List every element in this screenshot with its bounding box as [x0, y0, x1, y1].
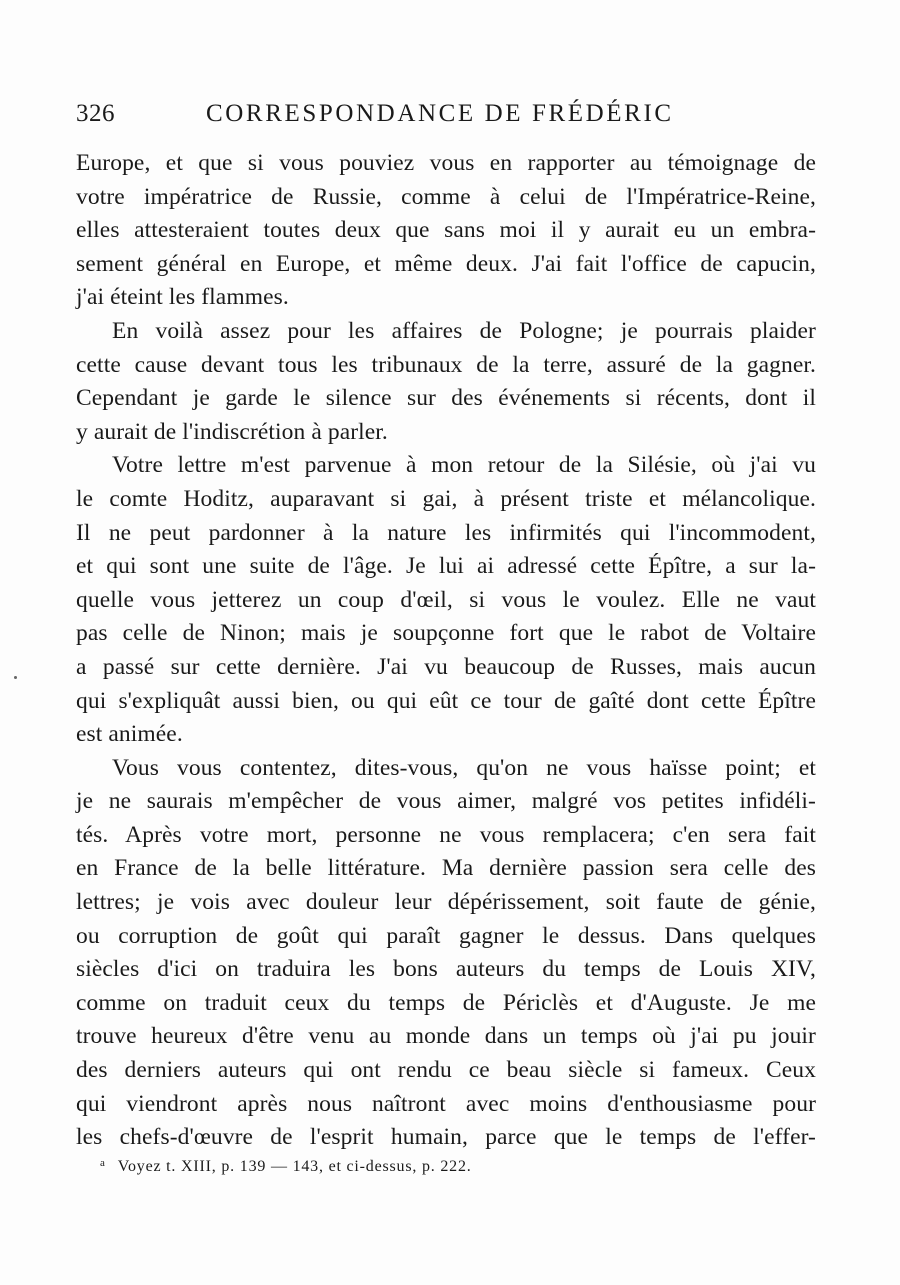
text-line: je ne saurais m'empêcher de vous aimer, malgré vos petites infidéli-	[76, 788, 816, 815]
text-line: en France de la belle littérature. Ma dernière passion sera celle des	[76, 855, 816, 882]
running-title: CORRESPONDANCE DE FRÉDÉRIC	[206, 100, 674, 127]
text-line: les chefs-d'œuvre de l'esprit humain, parce que le temps de l'effer-	[76, 1124, 816, 1151]
text-line: qui viendront après nous naîtront avec moins d'enthousiasme pour	[76, 1090, 816, 1117]
text-line: Cependant je garde le silence sur des événements si récents, dont il	[76, 385, 816, 412]
text-line: sement général en Europe, et même deux. J'ai fait l'office de capucin,	[76, 250, 816, 277]
text-line: Votre lettre m'est parvenue à mon retour de la Silésie, où j'ai vu	[112, 452, 816, 479]
text-line: Il ne peut pardonner à la nature les infirmités qui l'incommodent,	[76, 519, 816, 546]
footnote-mark: a	[100, 1157, 106, 1169]
text-line: En voilà assez pour les affaires de Pologne; je pourrais plaider	[112, 317, 816, 344]
text-line: y aurait de l'indiscrétion à parler.	[76, 418, 388, 445]
text-line: pas celle de Ninon; mais je soupçonne fort que le rabot de Voltaire	[76, 620, 816, 647]
text-line: j'ai éteint les flammes.	[76, 284, 289, 311]
text-line: est animée.	[76, 721, 183, 748]
text-line: siècles d'ici on traduira les bons auteurs du temps de Louis XIV,	[76, 956, 816, 983]
text-line: comme on traduit ceux du temps de Périclès et d'Auguste. Je me	[76, 989, 816, 1016]
text-line: quelle vous jetterez un coup d'œil, si vous le voulez. Elle ne vaut	[76, 586, 816, 613]
text-line: a passé sur cette dernière. J'ai vu beaucoup de Russes, mais aucun	[76, 653, 816, 680]
body-text	[76, 147, 816, 1155]
text-line: qui s'expliquât aussi bien, ou qui eût ce tour de gaîté dont cette Épître	[76, 687, 816, 714]
text-line: lettres; je vois avec douleur leur dépérissement, soit faute de génie,	[76, 889, 816, 916]
text-line: Vous vous contentez, dites-vous, qu'on ne vous haïsse point; et	[112, 754, 816, 781]
page-number: 326	[76, 100, 115, 127]
text-line: tés. Après votre mort, personne ne vous remplacera; c'en sera fait	[76, 821, 816, 848]
text-line: elles attesteraient toutes deux que sans moi il y aurait eu un embra-	[76, 217, 816, 244]
text-line: le comte Hoditz, auparavant si gai, à présent triste et mélancolique.	[76, 485, 816, 512]
footnote-text: Voyez t. XIII, p. 139 — 143, et ci-dessus, p. 222.	[117, 1158, 472, 1175]
text-line: et qui sont une suite de l'âge. Je lui ai adressé cette Épître, a sur la-	[76, 553, 816, 580]
text-line: cette cause devant tous les tribunaux de la terre, assuré de la gagner.	[76, 351, 816, 378]
text-line: Europe, et que si vous pouviez vous en rapporter au témoignage de	[76, 150, 816, 176]
running-header	[76, 100, 816, 134]
text-line: ou corruption de goût qui paraît gagner le dessus. Dans quelques	[76, 922, 816, 949]
text-line: des derniers auteurs qui ont rendu ce beau siècle si fameux. Ceux	[76, 1057, 816, 1084]
scan-speck	[14, 676, 17, 679]
text-line: votre impératrice de Russie, comme à celui de l'Impératrice-Reine,	[76, 183, 816, 210]
text-line: trouve heureux d'être venu au monde dans un temps où j'ai pu jouir	[76, 1023, 816, 1050]
footnote	[100, 1157, 472, 1176]
